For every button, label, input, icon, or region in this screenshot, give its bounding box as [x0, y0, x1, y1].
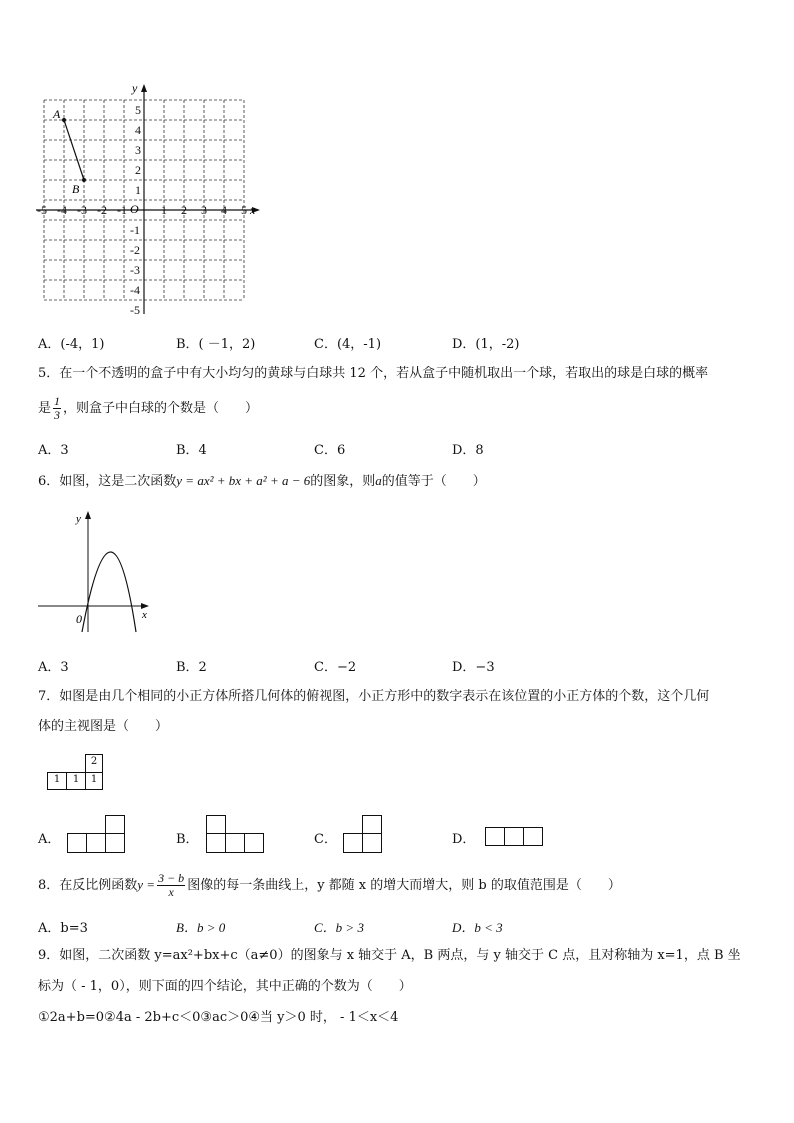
q5-line2-suffix: ，则盒子中白球的个数是（ ） [63, 401, 259, 416]
y-tick-label: 4 [135, 123, 141, 137]
q6-option-c[interactable]: C．−2 [314, 660, 357, 675]
q7-option-d-label[interactable]: D． [452, 832, 476, 847]
y-tick-label: 5 [135, 103, 141, 117]
origin-label: O [130, 202, 139, 216]
x-tick-label: 5 [241, 203, 247, 217]
y-tick-label: -2 [130, 243, 140, 257]
q8-frac-num: 3 − b [158, 871, 185, 886]
q6-var: a [375, 473, 382, 488]
y-axis-arrow [141, 84, 147, 92]
q4-option-b[interactable]: B．( －1，2) [176, 337, 256, 352]
q5-frac-den: 3 [54, 408, 61, 422]
y-tick-label: -4 [130, 283, 140, 297]
q6-suffix: 的值等于（ ） [381, 474, 486, 489]
x-label: x [142, 609, 147, 621]
x-tick-label: 2 [181, 203, 187, 217]
y-tick-label: 1 [135, 183, 141, 197]
q9-line3: ①2a+b=0②4a - 2b+c＜0③ac＞0④当 y＞0 时， - 1＜x＜4 [38, 1010, 399, 1025]
segment-ab [64, 120, 84, 180]
q7-cell-top: 2 [85, 754, 103, 773]
q9-line1: 9．如图，二次函数 y=ax²+bx+c（a≠0）的图象与 x 轴交于 A，B 两点，与 y 轴交于 C 点，且对称轴为 x=1，点 B 坐 [38, 948, 741, 963]
y-tick-label: -1 [130, 223, 140, 237]
q6-middle: 的图象，则 [310, 474, 376, 489]
q4-option-a[interactable]: A．(-4，1) [38, 337, 105, 352]
q6-formula: y = ax² + bx + a² + a − 6 [176, 473, 311, 488]
q8-prefix: 8．在反比例函数 [38, 878, 138, 893]
q8-suffix: 图像的每一条曲线上，y 都随 x 的增大而增大，则 b 的取值范围是（ ） [187, 878, 621, 893]
y-axis-arrow [85, 511, 91, 519]
q4-option-d[interactable]: D．(1，-2) [452, 337, 520, 352]
q7-option-c-label[interactable]: C． [314, 832, 337, 847]
q5-line2-prefix: 是 [38, 401, 52, 416]
q5-option-c[interactable]: C．6 [314, 443, 346, 458]
q5-line2 [38, 393, 258, 425]
q4-option-c[interactable]: C．(4，-1) [314, 337, 382, 352]
y-tick-label: 2 [135, 163, 141, 177]
q7-line2: 体的主视图是（ ） [38, 719, 169, 734]
q8-fraction [157, 872, 185, 898]
q5-line1: 5．在一个不透明的盒子中有大小均匀的黄球与白球共 12 个，若从盒子中随机取出一个球，若取出的球是白球的概率 [38, 366, 709, 381]
q8-option-c[interactable]: C．b > 3 [314, 920, 364, 935]
x-tick-label: -2 [97, 203, 107, 217]
q7-option-a-label[interactable]: A． [38, 832, 61, 847]
q5-option-a[interactable]: A．3 [38, 443, 69, 458]
point-b [82, 178, 86, 182]
q5-option-b[interactable]: B．4 [176, 443, 207, 458]
q5-frac-num: 1 [54, 394, 61, 409]
y-tick-label: -5 [130, 303, 140, 317]
q6-option-d[interactable]: D．−3 [452, 660, 495, 675]
origin-label: 0 [76, 612, 82, 626]
x-tick-label: 3 [201, 203, 207, 217]
q5-option-d[interactable]: D．8 [452, 443, 484, 458]
point-b-label: B [72, 182, 80, 196]
point-a [62, 118, 66, 122]
x-axis-label: x [250, 203, 256, 217]
q8-question [38, 866, 621, 905]
q6-prefix: 6．如图，这是二次函数 [38, 474, 177, 489]
coordinate-grid-figure [30, 82, 270, 322]
y-tick-label: 3 [135, 143, 141, 157]
q9-line2: 标为（ - 1，0），则下面的四个结论，其中正确的个数为（ ） [38, 979, 412, 994]
q7-cell-3: 1 [85, 772, 103, 790]
q8-frac-den: x [168, 885, 174, 899]
q8-option-b[interactable]: B．b > 0 [176, 920, 226, 935]
point-a-label: A [53, 107, 61, 121]
q6-option-a[interactable]: A．3 [38, 660, 69, 675]
x-tick-label: -3 [77, 203, 87, 217]
q5-fraction [53, 395, 61, 421]
q7-option-b-label[interactable]: B． [176, 832, 199, 847]
y-label: y [76, 513, 81, 525]
q8-y-eq: y = [137, 877, 156, 892]
x-tick-label: -5 [37, 203, 47, 217]
q7-line1: 7．如图是由几个相同的小正方体所搭几何体的俯视图，小正方形中的数字表示在该位置的小正方体的个数，这个几何 [38, 689, 710, 704]
q7-cell-1: 1 [47, 772, 67, 790]
x-tick-label: -1 [117, 203, 127, 217]
parabola-curve [82, 552, 136, 632]
q6-question [38, 474, 486, 488]
q7-cell-2: 1 [66, 772, 86, 790]
q6-option-b[interactable]: B．2 [176, 660, 207, 675]
q8-option-d[interactable]: D．b < 3 [452, 920, 503, 935]
x-tick-label: 1 [161, 203, 167, 217]
x-tick-label: -4 [57, 203, 67, 217]
q8-option-a[interactable]: A．b=3 [38, 921, 88, 936]
x-tick-label: 4 [221, 203, 227, 217]
y-tick-label: -3 [130, 263, 140, 277]
y-axis-label: y [132, 82, 138, 95]
parabola-figure [36, 508, 156, 634]
